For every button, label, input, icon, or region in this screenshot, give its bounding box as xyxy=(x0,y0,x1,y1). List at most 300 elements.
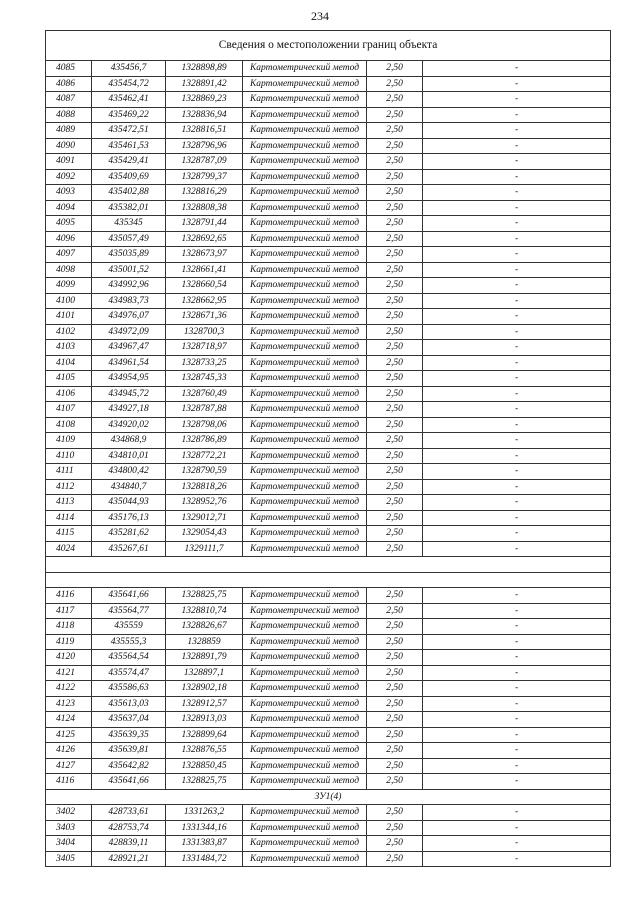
note-cell: - xyxy=(423,324,611,340)
coord-x-cell: 428921,21 xyxy=(92,851,166,867)
table-row xyxy=(46,727,611,743)
table-row xyxy=(46,665,611,681)
note-cell: - xyxy=(423,650,611,666)
accuracy-cell: 2,50 xyxy=(367,278,423,294)
note-cell: - xyxy=(423,603,611,619)
coord-y-cell: 1328913,03 xyxy=(166,712,243,728)
table-header-row xyxy=(46,31,611,61)
accuracy-cell: 2,50 xyxy=(367,402,423,418)
accuracy-cell: 2,50 xyxy=(367,712,423,728)
table-row xyxy=(46,634,611,650)
method-cell: Картометрический метод xyxy=(243,154,367,170)
coord-y-cell: 1328826,67 xyxy=(166,619,243,635)
coord-y-cell: 1328850,45 xyxy=(166,758,243,774)
note-cell: - xyxy=(423,138,611,154)
table-row xyxy=(46,836,611,852)
note-cell: - xyxy=(423,123,611,139)
table-row xyxy=(46,216,611,232)
note-cell: - xyxy=(423,479,611,495)
accuracy-cell: 2,50 xyxy=(367,696,423,712)
coord-y-cell: 1328825,75 xyxy=(166,774,243,790)
accuracy-cell: 2,50 xyxy=(367,61,423,77)
note-cell: - xyxy=(423,696,611,712)
table-row xyxy=(46,805,611,821)
coord-y-cell: 1331484,72 xyxy=(166,851,243,867)
coord-y-cell: 1328671,36 xyxy=(166,309,243,325)
coord-y-cell: 1328790,59 xyxy=(166,464,243,480)
method-cell: Картометрический метод xyxy=(243,820,367,836)
coord-x-cell: 434954,95 xyxy=(92,371,166,387)
table-row xyxy=(46,479,611,495)
method-cell: Картометрический метод xyxy=(243,371,367,387)
point-number-cell: 4085 xyxy=(46,61,92,77)
method-cell: Картометрический метод xyxy=(243,665,367,681)
note-cell: - xyxy=(423,92,611,108)
accuracy-cell: 2,50 xyxy=(367,634,423,650)
coord-x-cell: 435456,7 xyxy=(92,61,166,77)
point-number-cell: 4127 xyxy=(46,758,92,774)
coord-y-cell: 1328810,74 xyxy=(166,603,243,619)
accuracy-cell: 2,50 xyxy=(367,138,423,154)
point-number-cell: 4091 xyxy=(46,154,92,170)
coord-y-cell: 1328825,75 xyxy=(166,588,243,604)
method-cell: Картометрический метод xyxy=(243,696,367,712)
note-cell: - xyxy=(423,836,611,852)
section-label: ЗУ1(4) xyxy=(46,789,611,805)
table-row xyxy=(46,650,611,666)
coord-y-cell: 1328673,97 xyxy=(166,247,243,263)
point-number-cell: 4116 xyxy=(46,588,92,604)
note-cell: - xyxy=(423,820,611,836)
table-row xyxy=(46,262,611,278)
coord-x-cell: 435429,41 xyxy=(92,154,166,170)
point-number-cell: 4118 xyxy=(46,619,92,635)
note-cell: - xyxy=(423,355,611,371)
coord-x-cell: 434920,02 xyxy=(92,417,166,433)
note-cell: - xyxy=(423,340,611,356)
accuracy-cell: 2,50 xyxy=(367,479,423,495)
table-row xyxy=(46,247,611,263)
coord-x-cell: 435281,62 xyxy=(92,526,166,542)
point-number-cell: 4112 xyxy=(46,479,92,495)
note-cell: - xyxy=(423,185,611,201)
method-cell: Картометрический метод xyxy=(243,355,367,371)
method-cell: Картометрический метод xyxy=(243,386,367,402)
coord-x-cell: 434972,09 xyxy=(92,324,166,340)
accuracy-cell: 2,50 xyxy=(367,464,423,480)
coord-x-cell: 434961,54 xyxy=(92,355,166,371)
coord-x-cell: 435639,35 xyxy=(92,727,166,743)
accuracy-cell: 2,50 xyxy=(367,526,423,542)
method-cell: Картометрический метод xyxy=(243,61,367,77)
accuracy-cell: 2,50 xyxy=(367,805,423,821)
coord-y-cell: 1328787,88 xyxy=(166,402,243,418)
coord-x-cell: 435057,49 xyxy=(92,231,166,247)
note-cell: - xyxy=(423,293,611,309)
accuracy-cell: 2,50 xyxy=(367,619,423,635)
coord-x-cell: 435642,82 xyxy=(92,758,166,774)
note-cell: - xyxy=(423,464,611,480)
note-cell: - xyxy=(423,309,611,325)
coord-x-cell: 435402,88 xyxy=(92,185,166,201)
coord-y-cell: 1329054,43 xyxy=(166,526,243,542)
method-cell: Картометрический метод xyxy=(243,340,367,356)
method-cell: Картометрический метод xyxy=(243,588,367,604)
accuracy-cell: 2,50 xyxy=(367,665,423,681)
coord-x-cell: 435555,3 xyxy=(92,634,166,650)
note-cell: - xyxy=(423,526,611,542)
note-cell: - xyxy=(423,417,611,433)
point-number-cell: 4109 xyxy=(46,433,92,449)
method-cell: Картометрический метод xyxy=(243,634,367,650)
method-cell: Картометрический метод xyxy=(243,107,367,123)
table-row xyxy=(46,681,611,697)
coord-x-cell: 435035,89 xyxy=(92,247,166,263)
section-row xyxy=(46,789,611,805)
method-cell: Картометрический метод xyxy=(243,309,367,325)
point-number-cell: 4098 xyxy=(46,262,92,278)
accuracy-cell: 2,50 xyxy=(367,247,423,263)
table-row xyxy=(46,758,611,774)
table-row xyxy=(46,495,611,511)
point-number-cell: 4093 xyxy=(46,185,92,201)
accuracy-cell: 2,50 xyxy=(367,495,423,511)
coord-x-cell: 428733,61 xyxy=(92,805,166,821)
table-row xyxy=(46,61,611,77)
coord-y-cell: 1328891,42 xyxy=(166,76,243,92)
coord-x-cell: 435462,41 xyxy=(92,92,166,108)
coord-y-cell: 1328836,94 xyxy=(166,107,243,123)
coord-x-cell: 435472,51 xyxy=(92,123,166,139)
table-row xyxy=(46,619,611,635)
point-number-cell: 4123 xyxy=(46,696,92,712)
method-cell: Картометрический метод xyxy=(243,805,367,821)
table-row xyxy=(46,712,611,728)
coord-y-cell: 1331344,16 xyxy=(166,820,243,836)
note-cell: - xyxy=(423,712,611,728)
point-number-cell: 4126 xyxy=(46,743,92,759)
coord-y-cell: 1328912,57 xyxy=(166,696,243,712)
table-row xyxy=(46,820,611,836)
table-row xyxy=(46,464,611,480)
coord-y-cell: 1328787,09 xyxy=(166,154,243,170)
method-cell: Картометрический метод xyxy=(243,138,367,154)
method-cell: Картометрический метод xyxy=(243,293,367,309)
point-number-cell: 4095 xyxy=(46,216,92,232)
method-cell: Картометрический метод xyxy=(243,417,367,433)
method-cell: Картометрический метод xyxy=(243,510,367,526)
coord-y-cell: 1328898,89 xyxy=(166,61,243,77)
point-number-cell: 4086 xyxy=(46,76,92,92)
method-cell: Картометрический метод xyxy=(243,743,367,759)
method-cell: Картометрический метод xyxy=(243,231,367,247)
method-cell: Картометрический метод xyxy=(243,712,367,728)
point-number-cell: 4024 xyxy=(46,541,92,557)
point-number-cell: 4124 xyxy=(46,712,92,728)
coord-x-cell: 435574,47 xyxy=(92,665,166,681)
point-number-cell: 4110 xyxy=(46,448,92,464)
point-number-cell: 4099 xyxy=(46,278,92,294)
method-cell: Картометрический метод xyxy=(243,402,367,418)
coord-y-cell: 1328816,51 xyxy=(166,123,243,139)
coord-y-cell: 1328869,23 xyxy=(166,92,243,108)
method-cell: Картометрический метод xyxy=(243,324,367,340)
coord-y-cell: 1328745,33 xyxy=(166,371,243,387)
coord-y-cell: 1328891,79 xyxy=(166,650,243,666)
coord-y-cell: 1328700,3 xyxy=(166,324,243,340)
point-number-cell: 4105 xyxy=(46,371,92,387)
coord-x-cell: 434976,07 xyxy=(92,309,166,325)
accuracy-cell: 2,50 xyxy=(367,340,423,356)
table-row xyxy=(46,231,611,247)
table-row xyxy=(46,371,611,387)
point-number-cell: 4096 xyxy=(46,231,92,247)
table-row xyxy=(46,417,611,433)
accuracy-cell: 2,50 xyxy=(367,743,423,759)
point-number-cell: 4103 xyxy=(46,340,92,356)
method-cell: Картометрический метод xyxy=(243,603,367,619)
table-row xyxy=(46,92,611,108)
note-cell: - xyxy=(423,386,611,402)
coord-x-cell: 435559 xyxy=(92,619,166,635)
coord-x-cell: 435176,13 xyxy=(92,510,166,526)
note-cell: - xyxy=(423,262,611,278)
method-cell: Картометрический метод xyxy=(243,681,367,697)
method-cell: Картометрический метод xyxy=(243,758,367,774)
coord-x-cell: 435461,53 xyxy=(92,138,166,154)
coord-x-cell: 435001,52 xyxy=(92,262,166,278)
point-number-cell: 4108 xyxy=(46,417,92,433)
note-cell: - xyxy=(423,231,611,247)
accuracy-cell: 2,50 xyxy=(367,417,423,433)
coord-y-cell: 1328816,29 xyxy=(166,185,243,201)
note-cell: - xyxy=(423,619,611,635)
coord-x-cell: 435409,69 xyxy=(92,169,166,185)
coord-x-cell: 435641,66 xyxy=(92,588,166,604)
accuracy-cell: 2,50 xyxy=(367,324,423,340)
accuracy-cell: 2,50 xyxy=(367,433,423,449)
coord-y-cell: 1328772,21 xyxy=(166,448,243,464)
coord-y-cell: 1329012,71 xyxy=(166,510,243,526)
note-cell: - xyxy=(423,774,611,790)
point-number-cell: 4122 xyxy=(46,681,92,697)
point-number-cell: 4117 xyxy=(46,603,92,619)
accuracy-cell: 2,50 xyxy=(367,293,423,309)
method-cell: Картометрический метод xyxy=(243,247,367,263)
method-cell: Картометрический метод xyxy=(243,169,367,185)
coord-x-cell: 435613,03 xyxy=(92,696,166,712)
coord-x-cell: 435382,01 xyxy=(92,200,166,216)
point-number-cell: 4125 xyxy=(46,727,92,743)
note-cell: - xyxy=(423,495,611,511)
point-number-cell: 4114 xyxy=(46,510,92,526)
point-number-cell: 4104 xyxy=(46,355,92,371)
empty-row xyxy=(46,572,611,588)
point-number-cell: 4094 xyxy=(46,200,92,216)
accuracy-cell: 2,50 xyxy=(367,154,423,170)
coord-x-cell: 435639,81 xyxy=(92,743,166,759)
coord-x-cell: 434945,72 xyxy=(92,386,166,402)
method-cell: Картометрический метод xyxy=(243,185,367,201)
point-number-cell: 3402 xyxy=(46,805,92,821)
coord-y-cell: 1328799,37 xyxy=(166,169,243,185)
method-cell: Картометрический метод xyxy=(243,650,367,666)
accuracy-cell: 2,50 xyxy=(367,185,423,201)
note-cell: - xyxy=(423,805,611,821)
method-cell: Картометрический метод xyxy=(243,836,367,852)
accuracy-cell: 2,50 xyxy=(367,309,423,325)
accuracy-cell: 2,50 xyxy=(367,231,423,247)
note-cell: - xyxy=(423,154,611,170)
accuracy-cell: 2,50 xyxy=(367,169,423,185)
table-row xyxy=(46,402,611,418)
method-cell: Картометрический метод xyxy=(243,433,367,449)
coord-y-cell: 1328661,41 xyxy=(166,262,243,278)
accuracy-cell: 2,50 xyxy=(367,851,423,867)
method-cell: Картометрический метод xyxy=(243,774,367,790)
point-number-cell: 4107 xyxy=(46,402,92,418)
point-number-cell: 3404 xyxy=(46,836,92,852)
coord-y-cell: 1328897,1 xyxy=(166,665,243,681)
table-row xyxy=(46,448,611,464)
accuracy-cell: 2,50 xyxy=(367,650,423,666)
table-title: Сведения о местоположении границ объекта xyxy=(46,31,611,61)
accuracy-cell: 2,50 xyxy=(367,216,423,232)
accuracy-cell: 2,50 xyxy=(367,92,423,108)
table-row xyxy=(46,433,611,449)
coord-x-cell: 434967,47 xyxy=(92,340,166,356)
accuracy-cell: 2,50 xyxy=(367,262,423,278)
table-row xyxy=(46,154,611,170)
method-cell: Картометрический метод xyxy=(243,851,367,867)
coord-x-cell: 434927,18 xyxy=(92,402,166,418)
method-cell: Картометрический метод xyxy=(243,619,367,635)
coord-y-cell: 1328662,95 xyxy=(166,293,243,309)
table-row xyxy=(46,851,611,867)
table-row xyxy=(46,743,611,759)
accuracy-cell: 2,50 xyxy=(367,774,423,790)
point-number-cell: 3405 xyxy=(46,851,92,867)
accuracy-cell: 2,50 xyxy=(367,541,423,557)
table-row xyxy=(46,76,611,92)
coord-x-cell: 435345 xyxy=(92,216,166,232)
note-cell: - xyxy=(423,169,611,185)
coord-x-cell: 435454,72 xyxy=(92,76,166,92)
coord-x-cell: 428753,74 xyxy=(92,820,166,836)
point-number-cell: 4119 xyxy=(46,634,92,650)
accuracy-cell: 2,50 xyxy=(367,836,423,852)
note-cell: - xyxy=(423,851,611,867)
coord-y-cell: 1328660,54 xyxy=(166,278,243,294)
note-cell: - xyxy=(423,433,611,449)
table-row xyxy=(46,541,611,557)
note-cell: - xyxy=(423,665,611,681)
accuracy-cell: 2,50 xyxy=(367,371,423,387)
table-row xyxy=(46,386,611,402)
coord-y-cell: 1328786,89 xyxy=(166,433,243,449)
point-number-cell: 4116 xyxy=(46,774,92,790)
coord-y-cell: 1328796,96 xyxy=(166,138,243,154)
accuracy-cell: 2,50 xyxy=(367,603,423,619)
accuracy-cell: 2,50 xyxy=(367,355,423,371)
point-number-cell: 4097 xyxy=(46,247,92,263)
point-number-cell: 4092 xyxy=(46,169,92,185)
coord-x-cell: 428839,11 xyxy=(92,836,166,852)
point-number-cell: 4090 xyxy=(46,138,92,154)
accuracy-cell: 2,50 xyxy=(367,448,423,464)
empty-cell xyxy=(46,572,611,588)
note-cell: - xyxy=(423,510,611,526)
method-cell: Картометрический метод xyxy=(243,76,367,92)
coord-y-cell: 1331383,87 xyxy=(166,836,243,852)
accuracy-cell: 2,50 xyxy=(367,107,423,123)
point-number-cell: 4087 xyxy=(46,92,92,108)
table-row xyxy=(46,293,611,309)
method-cell: Картометрический метод xyxy=(243,495,367,511)
coord-x-cell: 435641,66 xyxy=(92,774,166,790)
method-cell: Картометрический метод xyxy=(243,92,367,108)
table-row xyxy=(46,324,611,340)
table-row xyxy=(46,200,611,216)
table-row xyxy=(46,123,611,139)
point-number-cell: 4100 xyxy=(46,293,92,309)
coord-x-cell: 434810,01 xyxy=(92,448,166,464)
coord-x-cell: 435564,54 xyxy=(92,650,166,666)
accuracy-cell: 2,50 xyxy=(367,588,423,604)
accuracy-cell: 2,50 xyxy=(367,681,423,697)
coord-y-cell: 1328902,18 xyxy=(166,681,243,697)
note-cell: - xyxy=(423,758,611,774)
coord-x-cell: 435586,63 xyxy=(92,681,166,697)
point-number-cell: 4088 xyxy=(46,107,92,123)
table-row xyxy=(46,696,611,712)
coord-y-cell: 1328798,06 xyxy=(166,417,243,433)
accuracy-cell: 2,50 xyxy=(367,820,423,836)
note-cell: - xyxy=(423,448,611,464)
point-number-cell: 4121 xyxy=(46,665,92,681)
note-cell: - xyxy=(423,278,611,294)
note-cell: - xyxy=(423,743,611,759)
method-cell: Картометрический метод xyxy=(243,216,367,232)
coord-y-cell: 1328791,44 xyxy=(166,216,243,232)
point-number-cell: 4089 xyxy=(46,123,92,139)
page-number: 234 xyxy=(311,9,329,23)
point-number-cell: 4106 xyxy=(46,386,92,402)
accuracy-cell: 2,50 xyxy=(367,510,423,526)
point-number-cell: 4101 xyxy=(46,309,92,325)
coord-y-cell: 1328692,65 xyxy=(166,231,243,247)
method-cell: Картометрический метод xyxy=(243,448,367,464)
method-cell: Картометрический метод xyxy=(243,727,367,743)
table-row xyxy=(46,138,611,154)
accuracy-cell: 2,50 xyxy=(367,200,423,216)
coord-x-cell: 434840,7 xyxy=(92,479,166,495)
coord-x-cell: 435564,77 xyxy=(92,603,166,619)
coord-y-cell: 1331263,2 xyxy=(166,805,243,821)
coord-y-cell: 1328899,64 xyxy=(166,727,243,743)
coord-x-cell: 435469,22 xyxy=(92,107,166,123)
accuracy-cell: 2,50 xyxy=(367,758,423,774)
coord-x-cell: 435044,93 xyxy=(92,495,166,511)
coord-x-cell: 434983,73 xyxy=(92,293,166,309)
empty-row xyxy=(46,557,611,573)
method-cell: Картометрический метод xyxy=(243,464,367,480)
note-cell: - xyxy=(423,402,611,418)
accuracy-cell: 2,50 xyxy=(367,727,423,743)
method-cell: Картометрический метод xyxy=(243,479,367,495)
note-cell: - xyxy=(423,216,611,232)
boundary-table xyxy=(45,30,611,867)
